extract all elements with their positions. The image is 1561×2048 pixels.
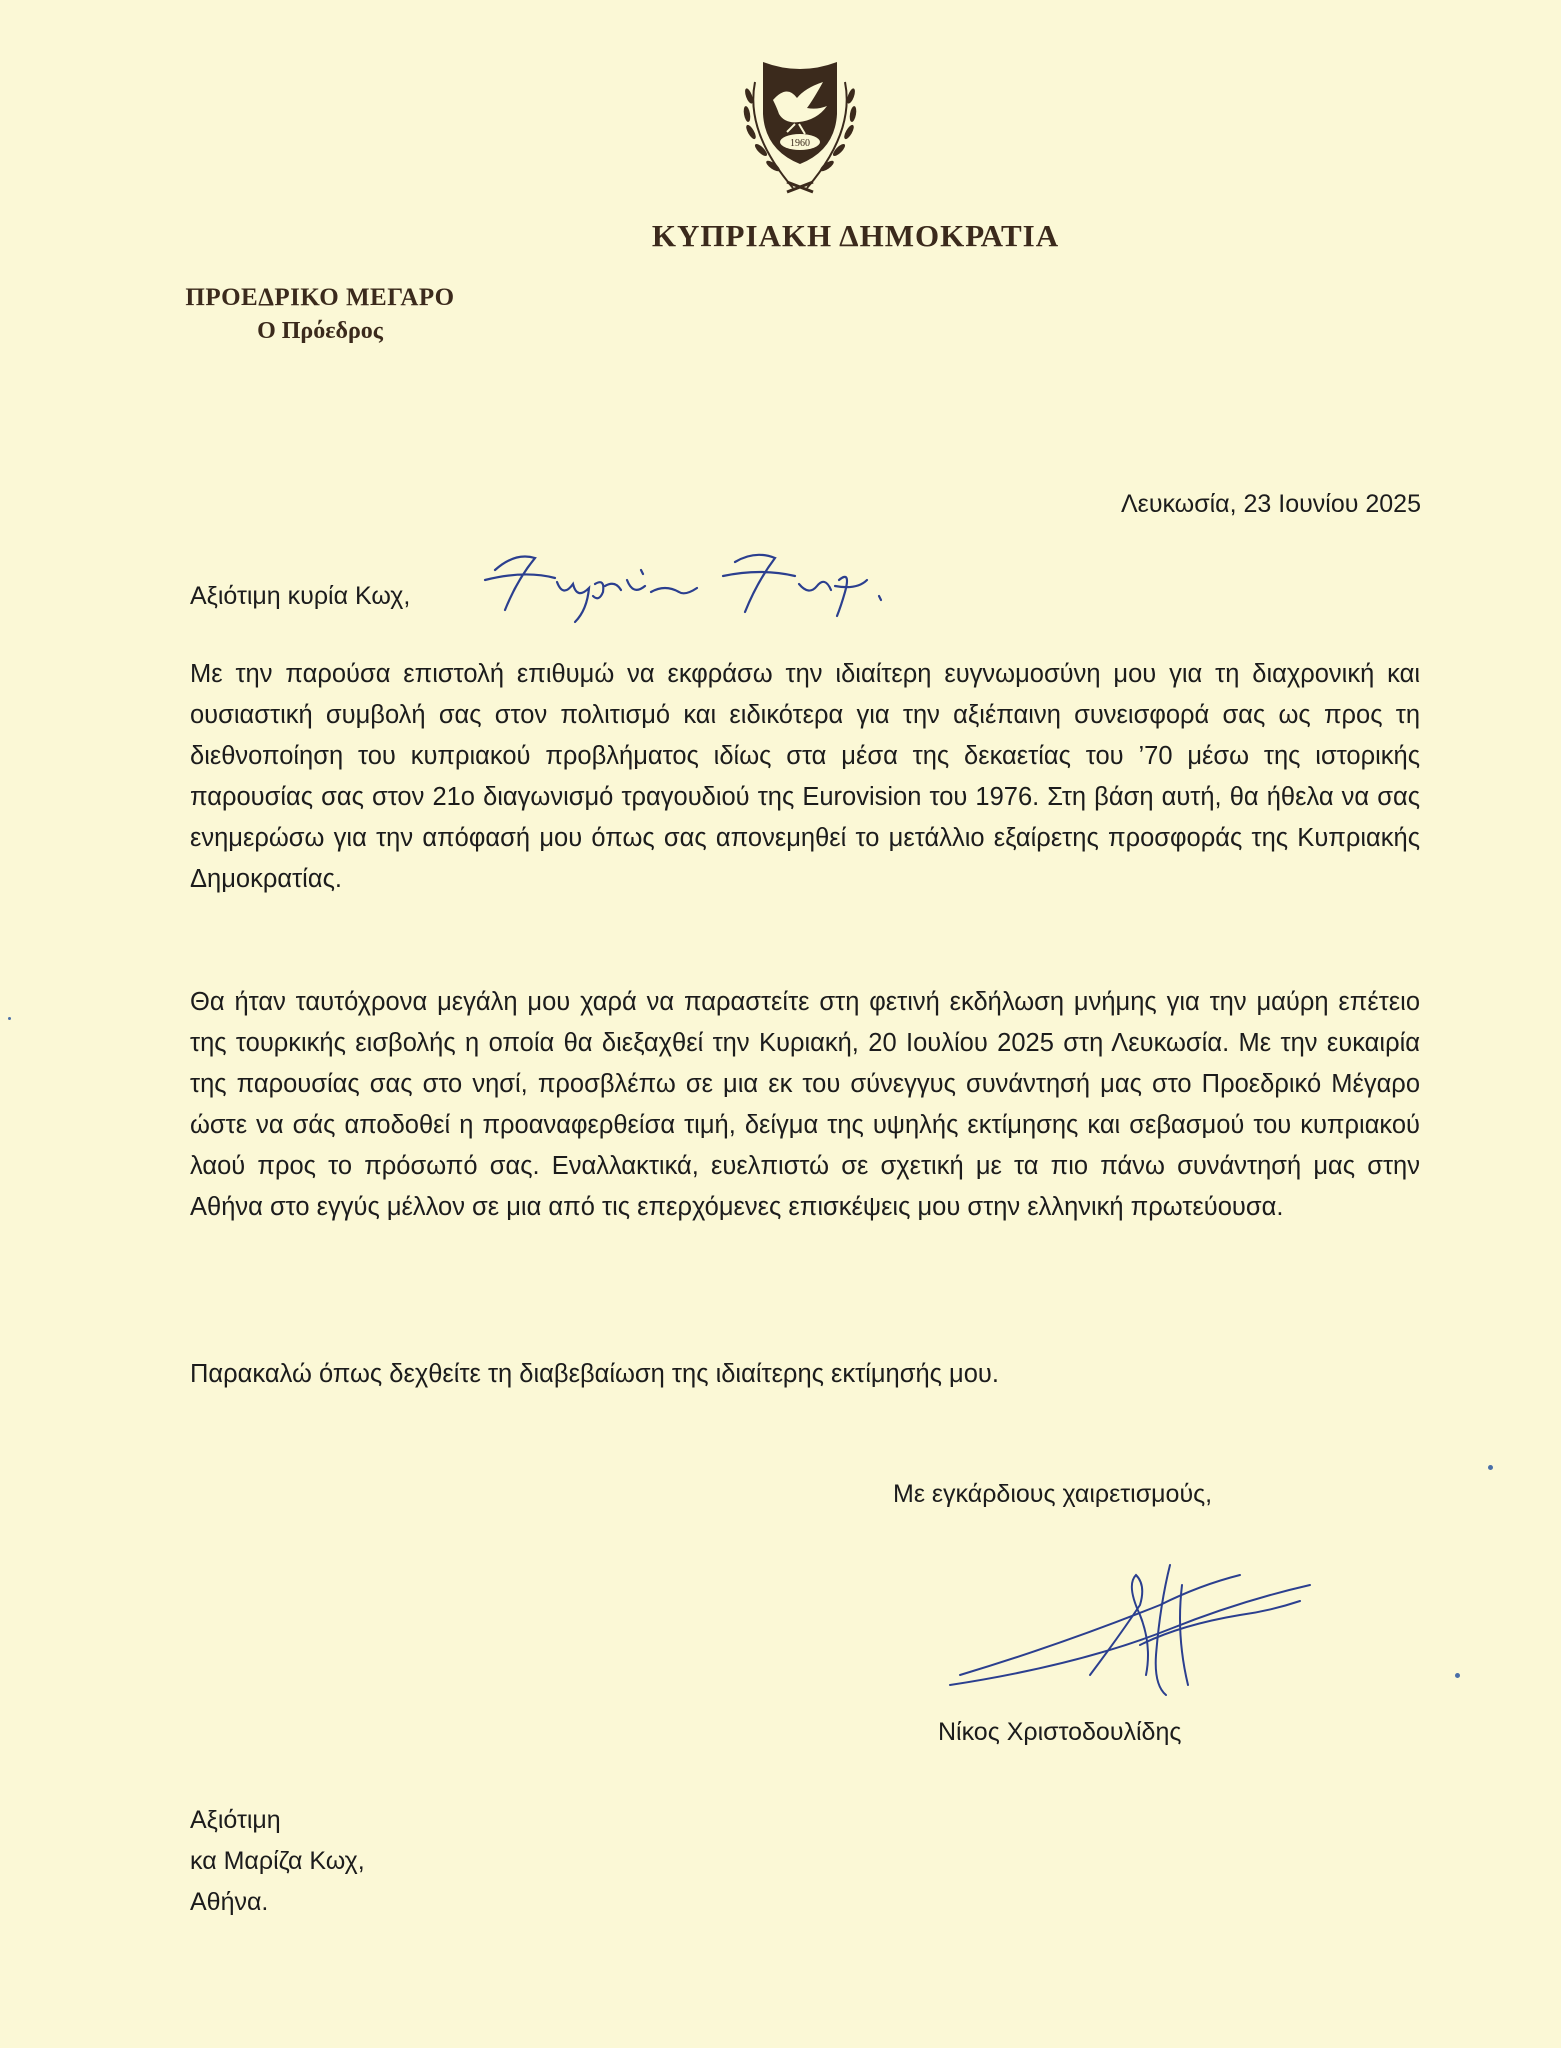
addressee-block	[190, 1800, 365, 1923]
signature	[940, 1545, 1340, 1705]
letter-date: Λευκωσία, 23 Ιουνίου 2025	[1120, 490, 1421, 518]
addressee-line-2: κα Μαρίζα Κωχ,	[190, 1847, 365, 1875]
body-paragraph-3: Παρακαλώ όπως δεχθείτε τη διαβεβαίωση της ιδιαίτερης εκτίμησής μου.	[190, 1360, 999, 1388]
signer-name: Νίκος Χριστοδουλίδης	[938, 1718, 1182, 1746]
svg-text:1960: 1960	[790, 138, 810, 149]
paper-speck	[8, 1017, 11, 1020]
body-paragraph-1: Με την παρούσα επιστολή επιθυμώ να εκφράσω την ιδιαίτερη ευγνωμοσύνη μου για τη διαχρονική και ουσιαστική συμβολή σας στον πολιτισμό και ειδικότερα για την αξιέπαινη συνεισφορά σας ως προς τη διεθνοποίηση του κυπριακού προβλήματος ιδίως στα μέσα της δεκαετίας του ’70 μέσω της ιστορικής παρουσίας σας στον 21ο διαγωνισμό τραγουδιού της Eurovision του 1976. Στη βάση αυτή, θα ήθελα να σας ενημερώσω για την απόφασή μου όπως σας απονεμηθεί το μετάλλιο εξαίρετης προσφοράς της Κυπριακής Δημοκρατίας.	[190, 660, 1420, 893]
office-role: Ο Πρόεδρος	[257, 318, 383, 344]
paper-speck	[1488, 1465, 1493, 1470]
addressee-line-1: Αξιότιμη	[190, 1806, 281, 1834]
addressee-line-3: Αθήνα.	[190, 1888, 269, 1916]
office-block	[150, 284, 490, 345]
body-paragraph-2: Θα ήταν ταυτόχρονα μεγάλη μου χαρά να παραστείτε στη φετινή εκδήλωση μνήμης για την μαύρη επέτειο της τουρκικής εισβολής η οποία θα διεξαχθεί την Κυριακή, 20 Ιουλίου 2025 στη Λευκωσία. Με την ευκαιρία της παρουσίας σας στο νησί, προσβλέπω σε μια εκ του σύνεγγυς συνάντησή μας στο Προεδρικό Μέγαρο ώστε να σάς αποδοθεί η προαναφερθείσα τιμή, δείγμα της υψηλής εκτίμησης και σεβασμού του κυπριακού λαού προς το πρόσωπό σας. Εναλλακτικά, ευελπιστώ σε σχετική με τα πιο πάνω συνάντησή μας στην Αθήνα στο εγγύς μέλλον σε μια από τις επερχόμενες επισκέψεις μου στην ελληνική πρωτεύουσα.	[190, 988, 1420, 1221]
paper-speck	[1455, 1673, 1460, 1678]
closing-phrase: Με εγκάρδιους χαιρετισμούς,	[893, 1480, 1213, 1508]
office-name: ΠΡΟΕΔΡΙΚΟ ΜΕΓΑΡΟ	[185, 284, 455, 311]
salutation: Αξιότιμη κυρία Κωχ,	[190, 582, 411, 610]
handwritten-greeting	[465, 540, 905, 630]
cyprus-coat-of-arms-icon	[735, 52, 865, 202]
republic-heading: ΚΥΠΡΙΑΚΗ ΔΗΜΟΚΡΑΤΙΑ	[651, 218, 1060, 253]
